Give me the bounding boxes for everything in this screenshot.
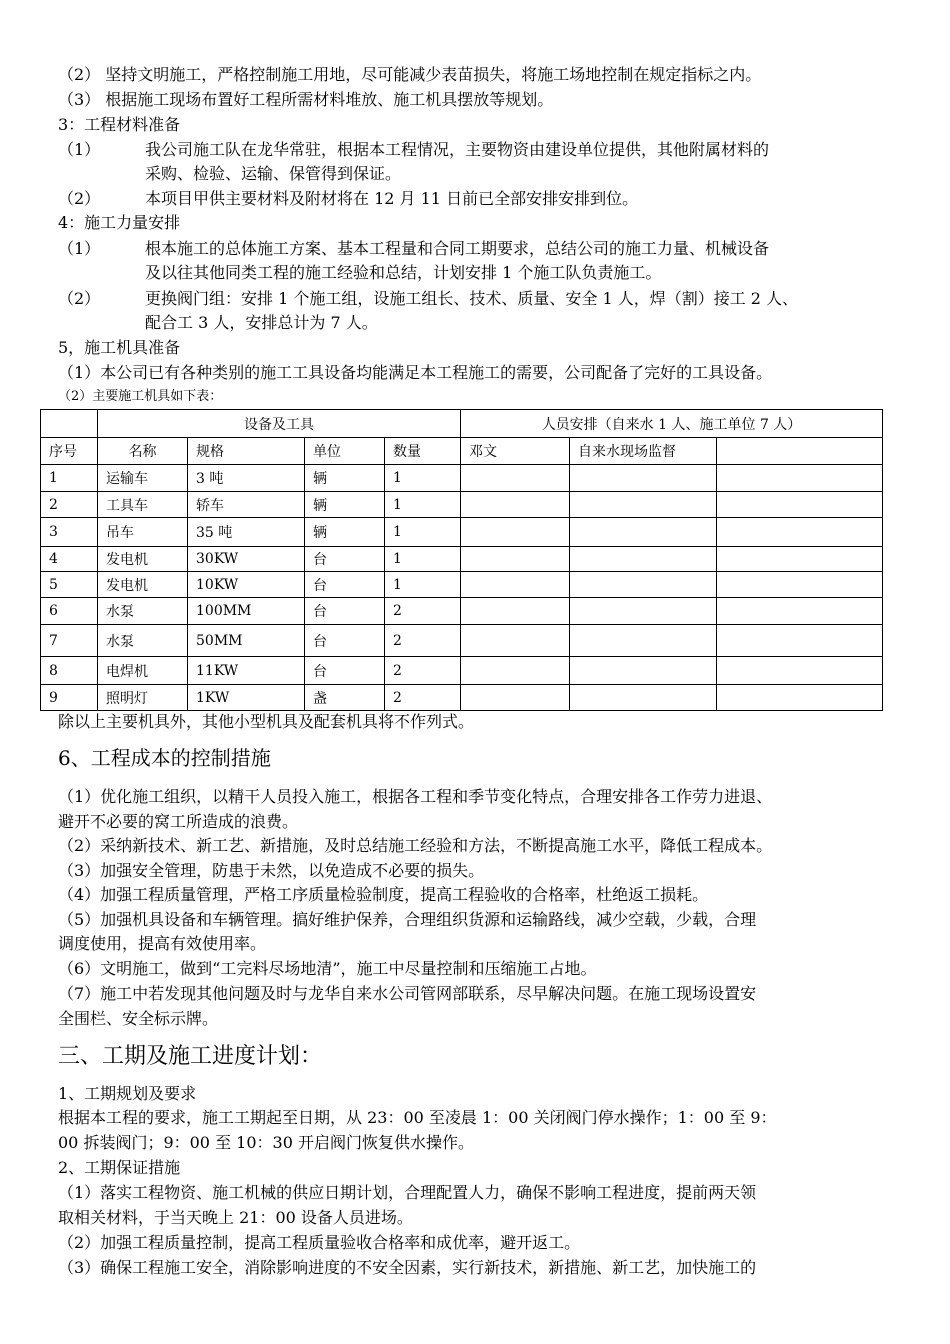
table-cell [461, 598, 570, 625]
heading-workforce: 4：施工力量安排 [58, 213, 181, 232]
table-cell [461, 657, 570, 685]
table-cell [570, 598, 717, 625]
cell-name: 水泵 [98, 598, 188, 625]
guarantee-item-2: （2）加强工程质量控制，提高工程质量验收合格率和成优率，避开返工。 [58, 1233, 581, 1252]
cell-spec: 10KW [188, 572, 305, 598]
item-2-equipment-caption: （2）主要施工机具如下表： [58, 389, 223, 404]
table-cell [570, 685, 717, 711]
table-header-row [41, 438, 883, 465]
cell-qty: 1 [385, 492, 461, 518]
cell-spec: 11KW [188, 657, 305, 685]
cost-item-1-cont: 避开不必要的窝工所造成的浪费。 [58, 812, 299, 831]
table-cell [461, 547, 570, 572]
heading-equipment: 5，施工机具准备 [58, 338, 181, 357]
table-cell [717, 547, 883, 572]
cell-name: 水泵 [98, 625, 188, 657]
table-cell [461, 572, 570, 598]
item-1-equipment-text: （1）本公司已有各种类别的施工工具设备均能满足本工程施工的需要，公司配备了完好的工具设备。 [58, 363, 773, 382]
cell-unit: 台 [305, 547, 385, 572]
header-no: 序号 [41, 438, 98, 465]
item-2-number: （2） [58, 289, 101, 308]
cost-item-5: （5）加强机具设备和车辆管理。搞好维护保养，合理组织货源和运输路线，减少空载，少载，合理 [58, 910, 757, 929]
cell-unit: 台 [305, 625, 385, 657]
table-row [41, 518, 883, 547]
group-people-header: 人员安排（自来水 1 人、施工单位 7 人） [461, 410, 883, 438]
cell-no: 8 [41, 657, 98, 685]
cell-spec: 轿车 [188, 492, 305, 518]
item-1-materials-text: 我公司施工队在龙华常驻，根据本工程情况，主要物资由建设单位提供，其他附属材料的 [145, 140, 770, 159]
cell-no: 7 [41, 625, 98, 657]
cell-name: 运输车 [98, 465, 188, 492]
cell-no: 6 [41, 598, 98, 625]
cell-no: 1 [41, 465, 98, 492]
cell-spec: 100MM [188, 598, 305, 625]
table-cell [461, 492, 570, 518]
cost-item-7: （7）施工中若发现其他问题及时与龙华自来水公司管网部联系，尽早解决问题。在施工现场设置安 [58, 984, 757, 1003]
header-person-dengwen: 邓文 [461, 438, 570, 465]
table-cell [717, 518, 883, 547]
table-cell [570, 572, 717, 598]
cell-spec: 1KW [188, 685, 305, 711]
group-equipment-header: 设备及工具 [98, 410, 461, 438]
schedule-text-cont: 00 拆装阀门；9：00 至 10：30 开启阀门恢复供水操作。 [58, 1133, 474, 1152]
header-qty: 数量 [385, 438, 461, 465]
item-1-workforce-text: 根本施工的总体施工方案、基本工程量和合同工期要求，总结公司的施工力量、机械设备 [145, 239, 770, 258]
table-row [41, 492, 883, 518]
cell-name: 发电机 [98, 572, 188, 598]
cell-unit: 盏 [305, 685, 385, 711]
table-cell [570, 657, 717, 685]
table-row [41, 685, 883, 711]
table-cell [717, 598, 883, 625]
cell-qty: 1 [385, 572, 461, 598]
table-cell [570, 465, 717, 492]
guarantee-item-1: （1）落实工程物资、施工机械的供应日期计划，合理配置人力，确保不影响工程进度，提前两天领 [58, 1183, 757, 1202]
table-cell [41, 410, 98, 438]
cost-item-6: （6）文明施工，做到“工完料尽场地清”，施工中尽量控制和压缩施工占地。 [58, 959, 597, 978]
schedule-heading-1: 1、工期规划及要求 [58, 1084, 197, 1103]
item-1-materials-text-cont: 采购、检验、运输、保管得到保证。 [145, 164, 402, 183]
item-1-workforce-text-cont: 及以往其他同类工程的施工经验和总结，计划安排 1 个施工队负责施工。 [145, 263, 662, 282]
table-cell [570, 625, 717, 657]
cost-item-1: （1）优化施工组织，以精干人员投入施工，根据各工程和季节变化特点，合理安排各工作劳力进退、 [58, 787, 773, 806]
heading-materials: 3：工程材料准备 [58, 115, 181, 134]
cell-unit: 辆 [305, 465, 385, 492]
cell-name: 电焊机 [98, 657, 188, 685]
cost-item-3: （3）加强安全管理，防患于未然，以免造成不必要的损失。 [58, 861, 485, 880]
cell-spec: 50MM [188, 625, 305, 657]
cell-no: 3 [41, 518, 98, 547]
cell-spec: 35 吨 [188, 518, 305, 547]
table-cell [717, 465, 883, 492]
cell-qty: 1 [385, 465, 461, 492]
cell-qty: 2 [385, 625, 461, 657]
cell-qty: 2 [385, 598, 461, 625]
cell-no: 9 [41, 685, 98, 711]
table-cell [717, 685, 883, 711]
item-1-number: （1） [58, 239, 101, 258]
item-2-workforce-text-cont: 配合工 3 人，安排总计为 7 人。 [145, 313, 378, 332]
cell-unit: 辆 [305, 492, 385, 518]
item-2-materials-text: 本项目甲供主要材料及附材将在 12 月 11 日前已全部安排安排到位。 [145, 189, 639, 208]
cell-qty: 2 [385, 657, 461, 685]
cell-qty: 2 [385, 685, 461, 711]
cell-name: 工具车 [98, 492, 188, 518]
equipment-table [40, 409, 883, 711]
header-name: 名称 [98, 438, 188, 465]
table-row [41, 465, 883, 492]
table-cell [717, 572, 883, 598]
cell-unit: 台 [305, 657, 385, 685]
table-footnote: 除以上主要机具外，其他小型机具及配套机具将不作列式。 [58, 712, 475, 731]
cost-item-7-cont: 全围栏、安全标示牌。 [58, 1009, 219, 1028]
cell-unit: 辆 [305, 518, 385, 547]
item-2-civilized-construction: （2） 坚持文明施工，严格控制施工用地，尽可能减少表苗损失，将施工场地控制在规定指标之内。 [58, 65, 762, 84]
cost-item-5-cont: 调度使用，提高有效使用率。 [58, 934, 267, 953]
guarantee-item-1-cont: 取相关材料，于当天晚上 21：00 设备人员进场。 [58, 1208, 413, 1227]
cell-unit: 台 [305, 598, 385, 625]
cell-no: 2 [41, 492, 98, 518]
table-group-header-row [41, 410, 883, 438]
cell-qty: 1 [385, 547, 461, 572]
cost-item-2: （2）采纳新技术、新工艺、新措施，及时总结施工经验和方法，不断提高施工水平，降低工程成本。 [58, 836, 773, 855]
header-spec: 规格 [188, 438, 305, 465]
table-cell [717, 492, 883, 518]
table-row [41, 572, 883, 598]
cell-spec: 3 吨 [188, 465, 305, 492]
schedule-text: 根据本工程的要求，施工工期起至日期，从 23：00 至凌晨 1：00 关闭阀门停水操作；1：00 至 9： [58, 1108, 777, 1127]
table-cell [570, 518, 717, 547]
table-cell [461, 625, 570, 657]
cell-unit: 台 [305, 572, 385, 598]
header-water-supervisor: 自来水现场监督 [570, 438, 717, 465]
cell-name: 发电机 [98, 547, 188, 572]
table-row [41, 547, 883, 572]
item-2-workforce-text: 更换阀门组：安排 1 个施工组，设施工组长、技术、质量、安全 1 人，焊（割）接工 2 人、 [145, 289, 799, 308]
item-3-site-layout: （3） 根据施工现场布置好工程所需材料堆放、施工机具摆放等规划。 [58, 90, 554, 109]
cell-no: 5 [41, 572, 98, 598]
cell-spec: 30KW [188, 547, 305, 572]
guarantee-item-3: （3）确保工程施工安全，消除影响进度的不安全因素，实行新技术，新措施、新工艺，加快施工的 [58, 1258, 757, 1277]
header-unit: 单位 [305, 438, 385, 465]
schedule-heading-2: 2、工期保证措施 [58, 1158, 181, 1177]
section-3-title: 三、工期及施工进度计划： [58, 1044, 323, 1069]
item-1-number: （1） [58, 140, 101, 159]
table-cell [461, 685, 570, 711]
table-cell [570, 547, 717, 572]
table-cell [461, 518, 570, 547]
table-row [41, 625, 883, 657]
table-cell [717, 657, 883, 685]
cell-qty: 1 [385, 518, 461, 547]
table-row [41, 598, 883, 625]
table-row [41, 657, 883, 685]
section-6-title: 6、工程成本的控制措施 [58, 746, 271, 770]
table-cell [717, 625, 883, 657]
cell-name: 照明灯 [98, 685, 188, 711]
table-cell [570, 492, 717, 518]
cell-name: 吊车 [98, 518, 188, 547]
cost-item-4: （4）加强工程质量管理，严格工序质量检验制度，提高工程验收的合格率，杜绝返工损耗。 [58, 885, 709, 904]
item-2-number: （2） [58, 189, 101, 208]
header-blank [717, 438, 883, 465]
table-cell [461, 465, 570, 492]
cell-no: 4 [41, 547, 98, 572]
